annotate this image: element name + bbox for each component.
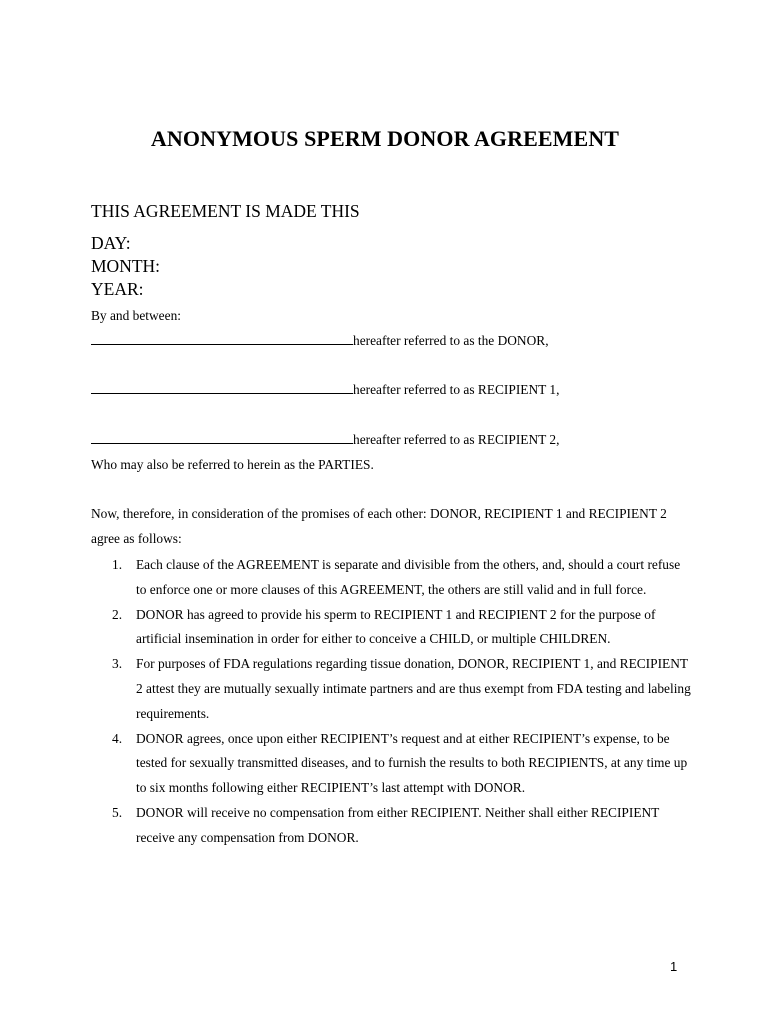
clause-text: DONOR has agreed to provide his sperm to RECIPIENT 1 and RECIPIENT 2 for the purpose of artificial insemination in order for either to conceive a CHILD, or multiple CHILDREN. bbox=[136, 606, 656, 647]
clause-number: 4. bbox=[112, 730, 123, 746]
clause-item bbox=[91, 727, 691, 801]
parties-note: Who may also be referred to herein as the PARTIES. bbox=[91, 457, 374, 472]
clause-text: DONOR agrees, once upon either RECIPIENT’s request and at either RECIPIENT’s expense, to be tested for sexually transmitted diseases, and to furnish the results to both RECIPIENTS, at any time up to six months following either RECIPIENT’s last attempt with DONOR. bbox=[136, 730, 688, 796]
clause-number: 3. bbox=[112, 656, 123, 672]
clause-item bbox=[91, 801, 691, 851]
party-suffix: hereafter referred to as RECIPIENT 2, bbox=[353, 432, 560, 447]
year-field-label: YEAR: bbox=[91, 279, 144, 299]
party-line-recipient-2 bbox=[91, 431, 559, 449]
clause-item bbox=[91, 652, 691, 726]
consideration-paragraph: Now, therefore, in consideration of the promises of each other: DONOR, RECIPIENT 1 and RECIPIENT 2 agree as follows: bbox=[91, 506, 667, 546]
agreement-intro: THIS AGREEMENT IS MADE THIS bbox=[91, 201, 360, 221]
clause-number: 1. bbox=[112, 557, 123, 572]
clause-item bbox=[91, 603, 691, 653]
party-suffix: hereafter referred to as the DONOR, bbox=[353, 333, 549, 348]
signature-blank[interactable] bbox=[91, 332, 353, 345]
clause-list bbox=[91, 553, 691, 851]
clause-number: 5. bbox=[112, 804, 123, 820]
day-field-label: DAY: bbox=[91, 233, 131, 253]
signature-blank[interactable] bbox=[91, 381, 353, 394]
clause-text: Each clause of the AGREEMENT is separate and divisible from the others, and, should a court refuse to enforce one or more clauses of this AGREEMENT, the others are still valid and in full force. bbox=[136, 557, 681, 597]
month-field-label: MONTH: bbox=[91, 256, 161, 276]
party-suffix: hereafter referred to as RECIPIENT 1, bbox=[353, 382, 560, 397]
clause-text: For purposes of FDA regulations regarding tissue donation, DONOR, RECIPIENT 1, and RECIPIENT 2 attest they are mutually sexually intimate partners and are thus exempt from FDA testing and labeling requirements. bbox=[136, 656, 691, 721]
signature-blank[interactable] bbox=[91, 431, 353, 444]
clause-number: 2. bbox=[112, 606, 123, 622]
clause-item bbox=[91, 553, 691, 603]
party-line-donor bbox=[91, 332, 549, 350]
by-and-between-label: By and between: bbox=[91, 308, 181, 323]
clause-text: DONOR will receive no compensation from either RECIPIENT. Neither shall either RECIPIENT receive any compensation from DONOR. bbox=[136, 804, 660, 845]
page-number: 1 bbox=[670, 959, 678, 974]
document-title: ANONYMOUS SPERM DONOR AGREEMENT bbox=[150, 126, 620, 151]
party-line-recipient-1 bbox=[91, 381, 559, 399]
